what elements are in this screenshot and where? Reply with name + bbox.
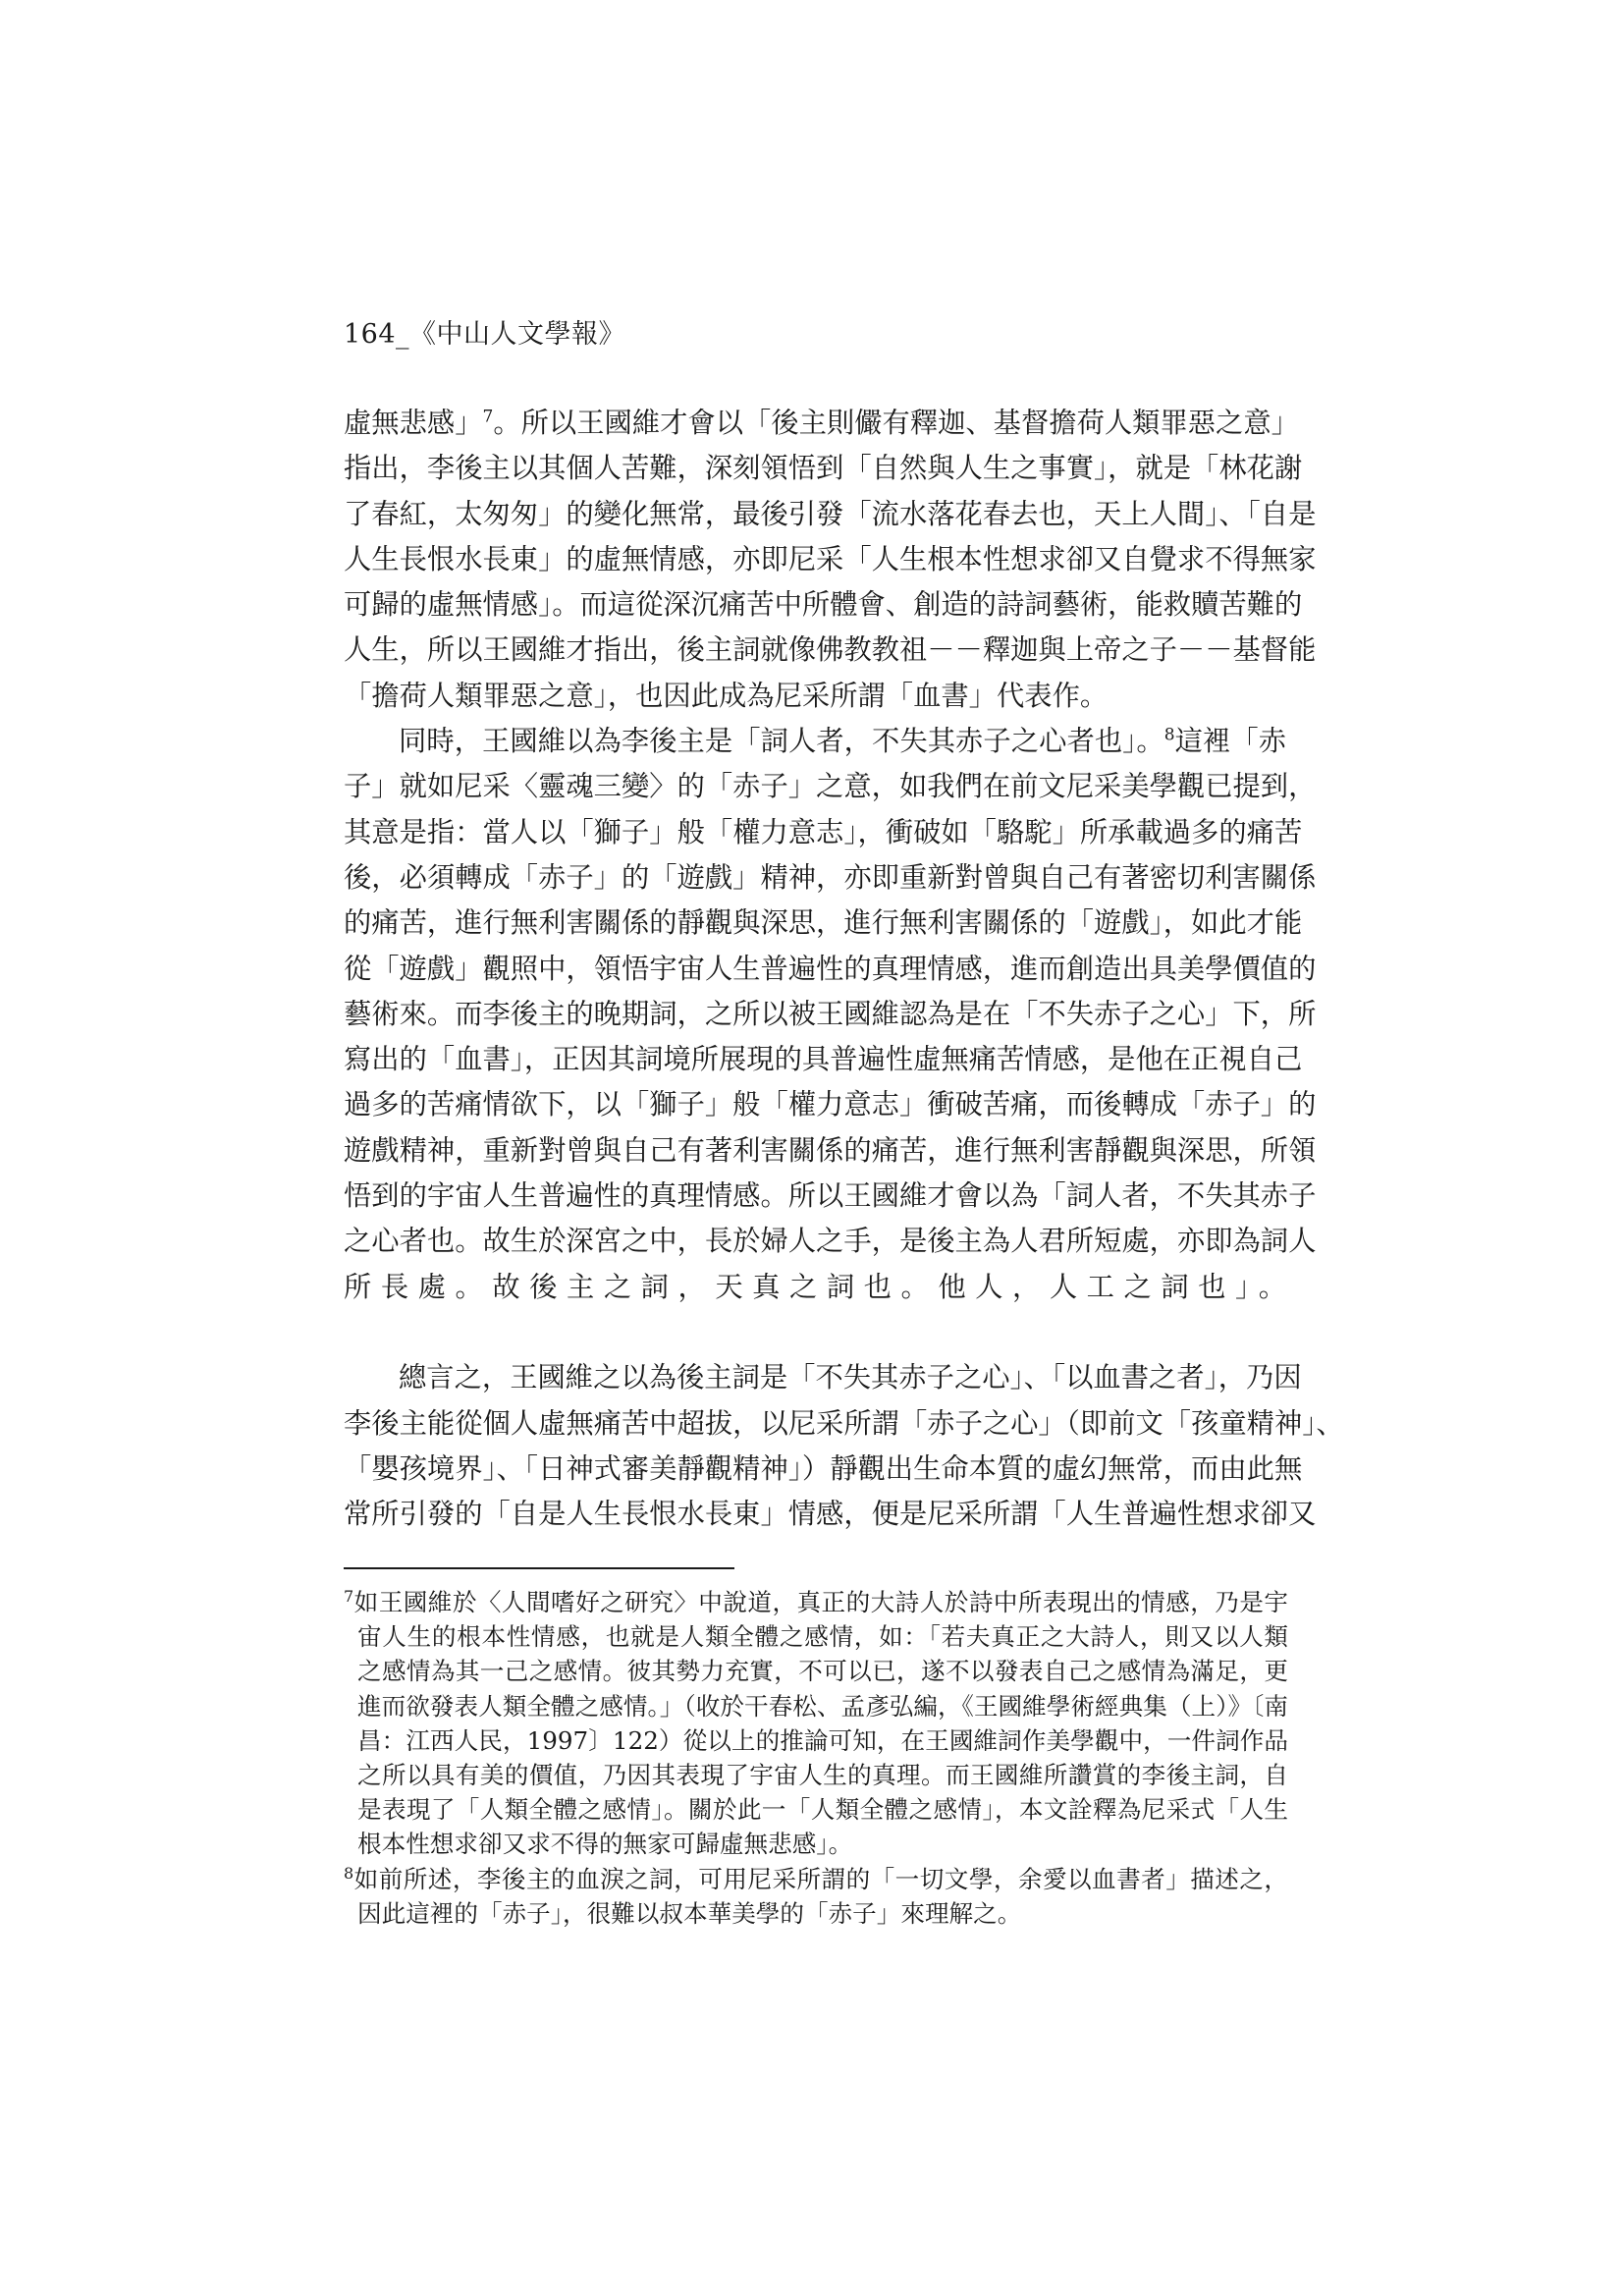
text-line: 常所引發的「自是人生長恨水長東」情感，便是尼采所謂「人生普遍性想求卻又 [344, 1498, 1317, 1531]
text-line: 遊戲精神，重新對曾與自己有著利害關係的痛苦，進行無利害靜觀與深思，所領 [344, 1133, 1317, 1167]
text-line: 人生長恨水長東」的虛無情感，亦即尼采「人生根本性想求卻又自覺求不得無家 [344, 542, 1317, 575]
text-line: 的痛苦，進行無利害關係的靜觀與深思，進行無利害關係的「遊戲」，如此才能 [344, 906, 1303, 940]
text-line: 悟到的宇宙人生普遍性的真理情感。所以王國維才會以為「詞人者，不失其赤子 [344, 1179, 1317, 1213]
text-line: 「擔荷人類罪惡之意」，也因此成為尼采所謂「血書」代表作。 [344, 679, 1109, 712]
footnote-line: 進而欲發表人類全體之感情。」（收於干春松、孟彥弘編，《王國維學術經典集（上）》〔南 [357, 1691, 1288, 1721]
footnote-mark-8: 8 [344, 1863, 354, 1883]
footnote-line: 之所以具有美的價值，乃因其表現了宇宙人生的真理。而王國維所讚賞的李後主詞，自 [357, 1760, 1288, 1789]
text-line: 李後主能從個人虛無痛苦中超拔，以尼采所謂「赤子之心」（即前文「孩童精神」、 [344, 1406, 1344, 1440]
footnote-ref-8[interactable]: 8 [1163, 725, 1175, 745]
text-line: 所長處。故後主之詞，天真之詞也。他人，人工之詞也」。 [344, 1270, 1286, 1303]
text-line: 人生，所以王國維才指出，後主詞就像佛教教祖－－釋迦與上帝之子－－基督能 [344, 633, 1317, 667]
footnote-line: 是表現了「人類全體之感情」。關於此一「人類全體之感情」，本文詮釋為尼采式「人生 [357, 1795, 1288, 1825]
text-line: 可歸的虛無情感」。而這從深沉痛苦中所體會、創造的詩詞藝術，能救贖苦難的 [344, 588, 1303, 622]
footnote-mark-7: 7 [344, 1586, 354, 1606]
main-text [344, 401, 1344, 1537]
text-line: 藝術來。而李後主的晚期詞，之所以被王國維認為是在「不失赤子之心」下，所 [344, 997, 1317, 1030]
text-line: 寫出的「血書」，正因其詞境所展現的具普遍性虛無痛苦情感，是他在正視自己 [344, 1043, 1303, 1076]
journal-title: _《中山人文學報》 [396, 319, 626, 350]
text-line: 子」就如尼采〈靈魂三變〉的「赤子」之意，如我們在前文尼采美學觀已提到， [344, 770, 1317, 803]
text-line: 虛無悲感」$^7$。所以王國維才會以「後主則儼有釋迦、基督擔荷人類罪惡之意」 [344, 407, 1299, 439]
page-number: 164 [344, 319, 397, 350]
footnote-7: $^7$如王國維於〈人間嗜好之研究〉中說道，真正的大詩人於詩中所表現出的情感，乃是宇 [344, 1586, 1288, 1616]
text-line: 過多的苦痛情欲下，以「獅子」般「權力意志」衝破苦痛，而後轉成「赤子」的 [344, 1088, 1317, 1121]
text-line [344, 1310, 1286, 1355]
footnote-line: 宙人生的根本性情感，也就是人類全體之感情，如：「若夫真正之大詩人，則又以人類 [357, 1622, 1288, 1652]
footnote-line: 因此這裡的「赤子」，很難以叔本華美學的「赤子」來理解之。 [357, 1898, 1022, 1928]
text-line: 「嬰孩境界」、「日神式審美靜觀精神」）靜觀出生命本質的虛幻無常，而由此無 [344, 1451, 1303, 1485]
text-line: 指出，李後主以其個人苦難，深刻領悟到「自然與人生之事實」，就是「林花謝 [344, 452, 1303, 485]
footnote-divider [344, 1567, 734, 1569]
footnote-8: $^8$如前所述，李後主的血淚之詞，可用尼采所謂的「一切文學，余愛以血書者」描述之， [344, 1863, 1288, 1893]
text-line: 從「遊戲」觀照中，領悟宇宙人生普遍性的真理情感，進而創造出具美學價值的 [344, 952, 1317, 985]
footnote-line: 之感情為其一己之感情。彼其勢力充實，不可以已，遂不以發表自己之感情為滿足，更 [357, 1657, 1288, 1686]
text-line: 後，必須轉成「赤子」的「遊戲」精神，亦即重新對曾與自己有著密切利害關係 [344, 860, 1317, 894]
text-line: 其意是指：當人以「獅子」般「權力意志」，衝破如「駱駝」所承載過多的痛苦 [344, 815, 1303, 848]
text-line: 之心者也。故生於深宮之中，長於婦人之手，是後主為人君所短處，亦即為詞人 [344, 1225, 1317, 1258]
text-line: 同時，王國維以為李後主是「詞人者，不失其赤子之心者也」。$^8$這裡「赤 [399, 725, 1286, 758]
text-line: 總言之，王國維之以為後主詞是「不失其赤子之心」、「以血書之者」，乃因 [399, 1361, 1302, 1394]
running-header [344, 312, 625, 351]
footnote-ref-7[interactable]: 7 [482, 407, 494, 427]
footnote-line: 昌：江西人民，1997〕122）從以上的推論可知，在王國維詞作美學觀中，一件詞作品 [357, 1725, 1288, 1755]
footnotes [344, 1585, 1288, 1931]
text-line: 了春紅，太匆匆」的變化無常，最後引發「流水落花春去也，天上人間」、「自是 [344, 497, 1317, 530]
footnote-line: 根本性想求卻又求不得的無家可歸虛無悲感」。 [357, 1830, 853, 1859]
